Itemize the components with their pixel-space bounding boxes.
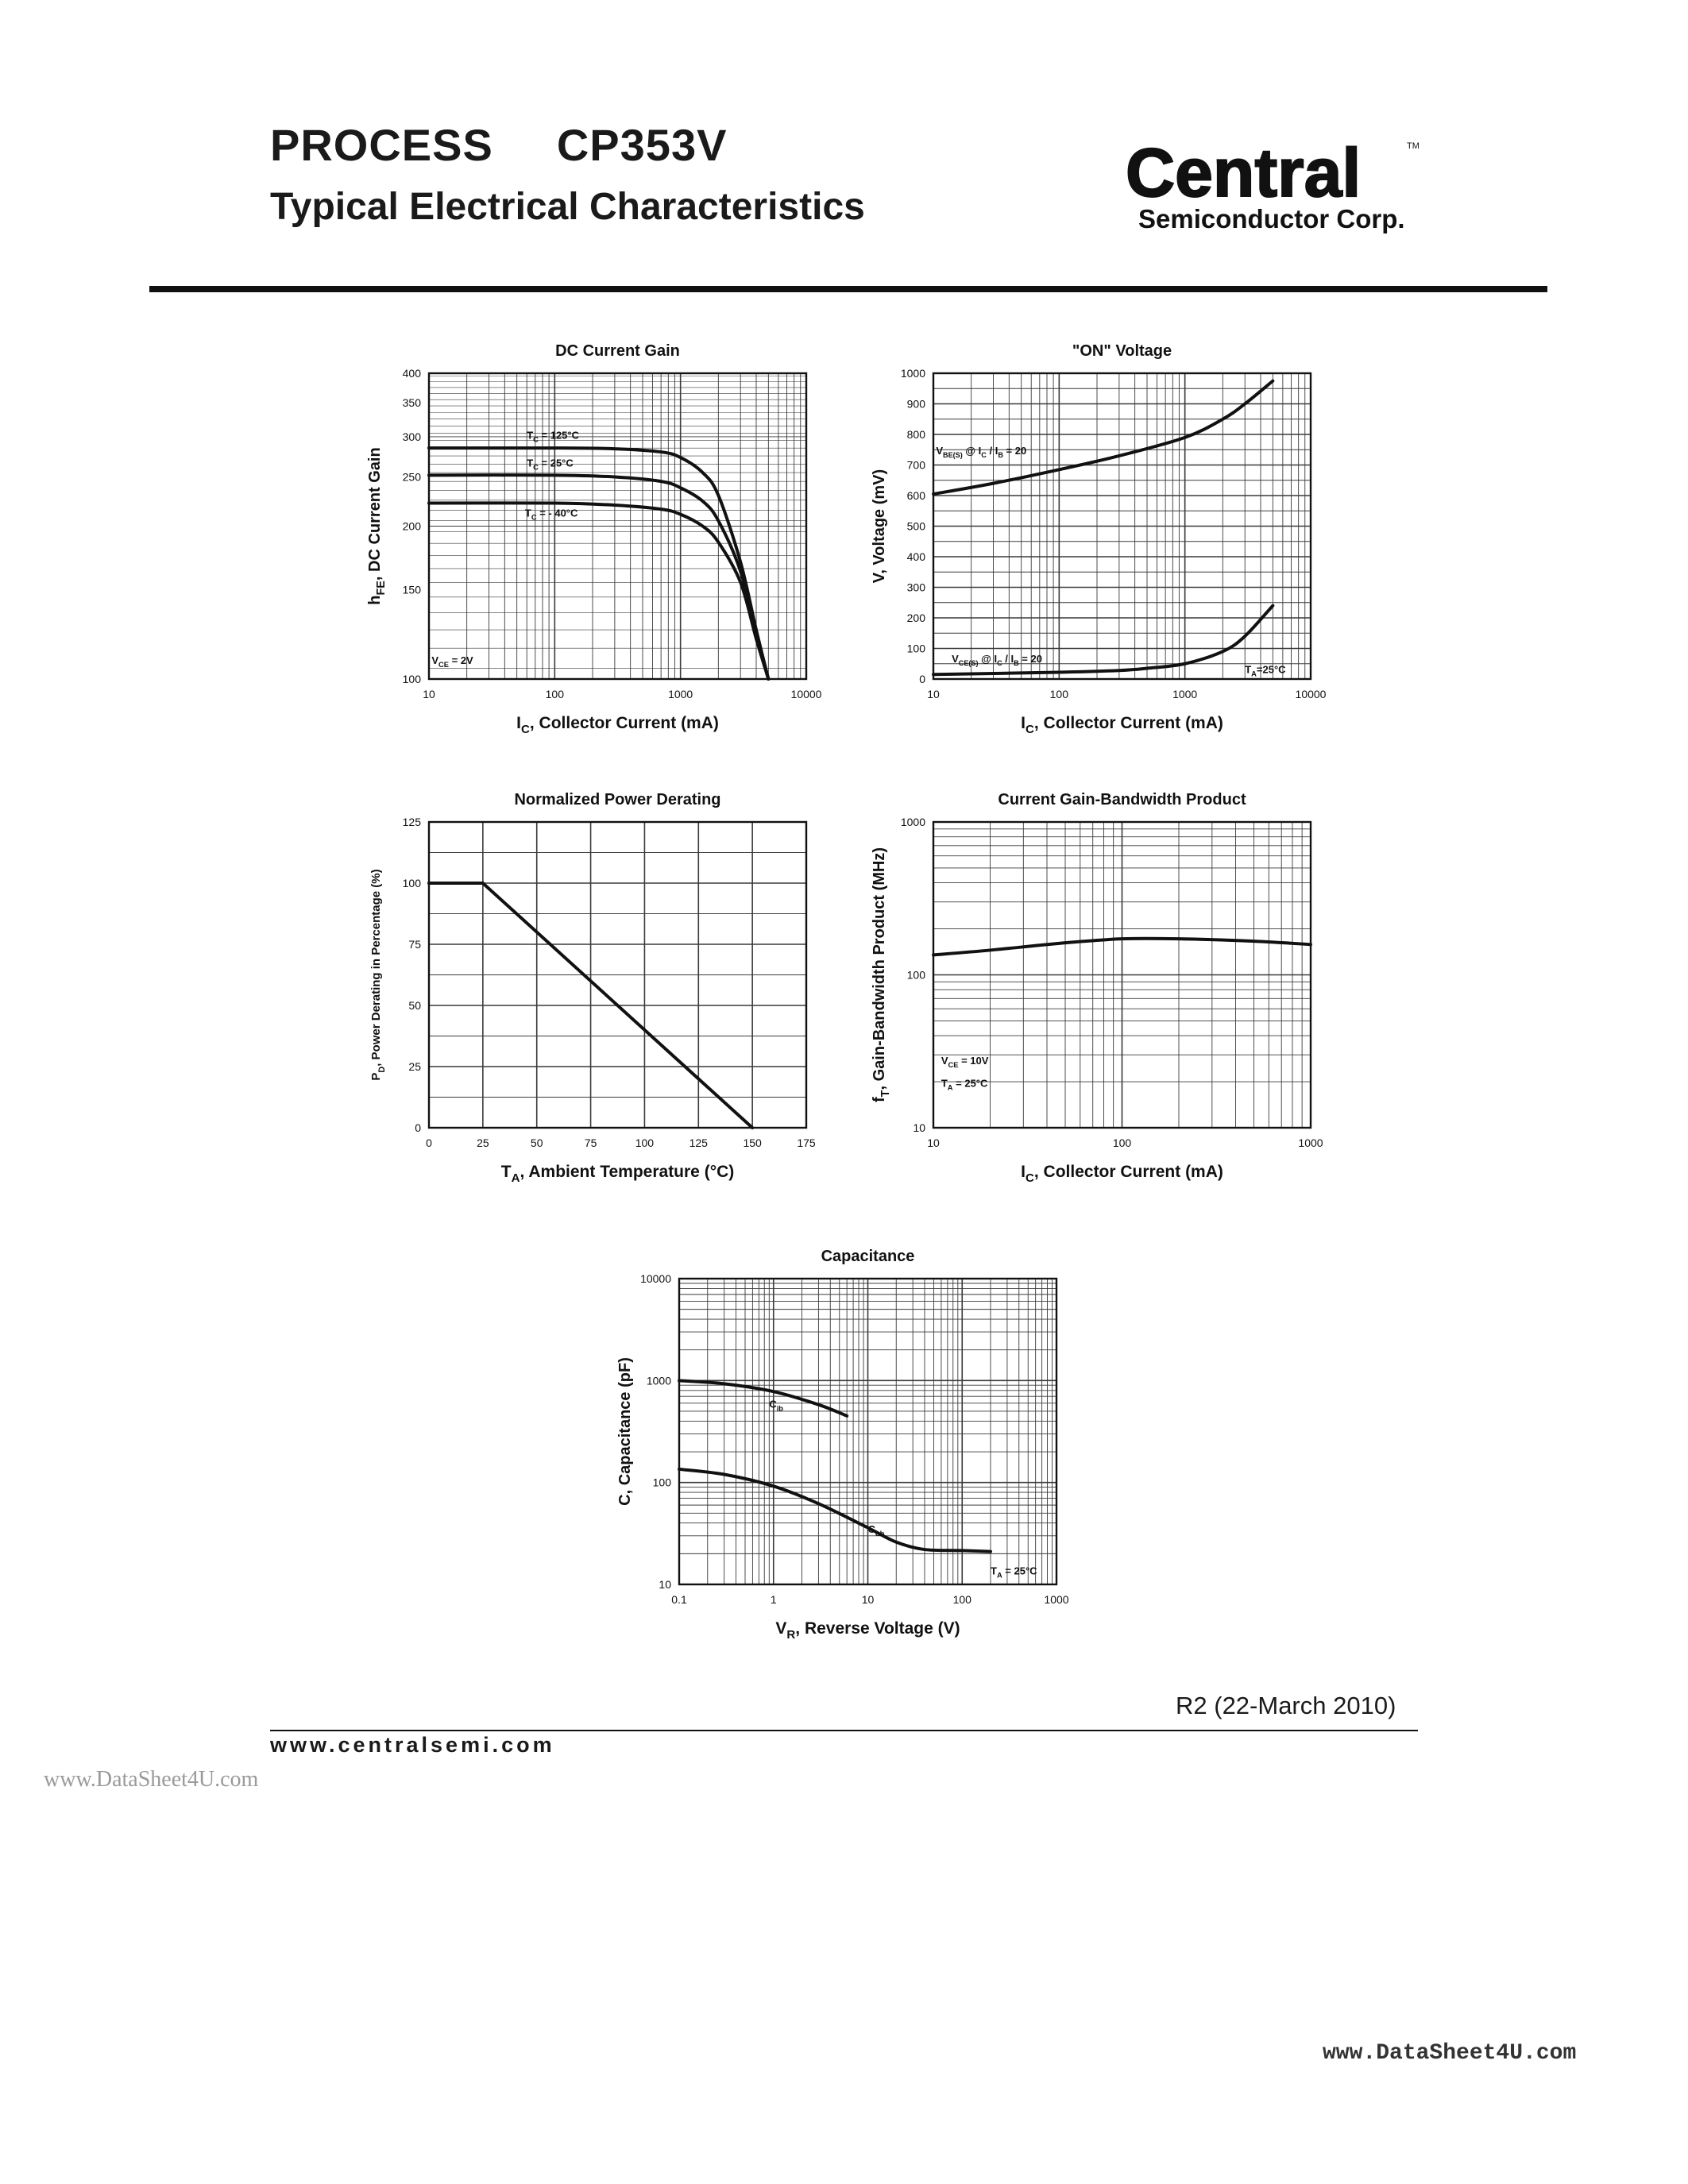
grid: [679, 1279, 1056, 1584]
series-label: $T_C = 25^\circ C$: [527, 457, 574, 472]
x-tick-label: 10: [927, 688, 940, 700]
y-tick-label: 100: [652, 1476, 671, 1489]
y-tick-label: 900: [906, 397, 925, 411]
grid: [933, 822, 1311, 1128]
y-tick-label: 10: [659, 1578, 671, 1591]
y-tick-label: 100: [402, 877, 421, 889]
grid: [429, 373, 806, 679]
x-tick-label: 0.1: [671, 1593, 687, 1606]
series-line-2: [429, 503, 768, 679]
revision-label: R2 (22-March 2010): [1176, 1692, 1396, 1719]
y-tick-label: 1000: [646, 1374, 671, 1387]
y-tick-label: 10000: [640, 1272, 671, 1285]
chart-capacitance: [604, 1235, 1088, 1660]
series-label: $V_{CE(S)}$ @ $I_C / I_B = 20$: [952, 652, 1042, 667]
x-tick-label: 100: [1049, 688, 1069, 700]
central-logo: [1124, 131, 1418, 238]
watermark-right: www.DataSheet4U.com: [1323, 2041, 1577, 2066]
y-tick-label: 0: [919, 673, 925, 685]
chart-power-derating: [350, 774, 838, 1203]
series-line-0: [429, 448, 768, 679]
chart-svg: [854, 782, 1342, 1203]
x-tick-label: 10: [927, 1136, 940, 1149]
chart-title: "ON" Voltage: [1072, 342, 1172, 360]
x-tick-label: 100: [545, 688, 565, 700]
chart-title: DC Current Gain: [555, 342, 680, 360]
annotation: $T_A=25^\circ C$: [1245, 663, 1286, 678]
y-tick-label: 250: [402, 470, 421, 484]
y-tick-label: 400: [402, 367, 421, 380]
x-tick-label: 50: [530, 1136, 543, 1149]
x-tick-label: 100: [952, 1593, 971, 1606]
y-tick-label: 800: [906, 428, 925, 441]
chart-title: Current Gain-Bandwidth Product: [998, 791, 1246, 808]
y-tick-label: 1000: [900, 816, 925, 828]
y-axis-label: $f_T$, Gain-Bandwidth Product (MHz): [871, 847, 892, 1102]
series-line-1: [679, 1469, 991, 1552]
y-axis-label: $P_D$, Power Derating in Percentage (%): [369, 869, 387, 1081]
series-label: $V_{BE(S)}$ @ $I_C / I_B = 20$: [936, 445, 1027, 460]
grid: [429, 822, 806, 1128]
x-tick-label: 100: [1112, 1136, 1132, 1149]
x-tick-label: 125: [689, 1136, 708, 1149]
y-tick-label: 100: [906, 642, 925, 655]
chart-svg: [604, 1235, 1088, 1660]
x-tick-label: 25: [477, 1136, 489, 1149]
y-tick-label: 400: [906, 550, 925, 563]
x-tick-label: 10: [861, 1593, 875, 1606]
x-tick-label: 175: [797, 1136, 816, 1149]
x-axis-label: $T_A$, Ambient Temperature (°C): [500, 1163, 735, 1185]
chart-gain-bandwidth: [854, 782, 1342, 1203]
logo-subtitle: Semiconductor Corp.: [1138, 204, 1405, 233]
page-subtitle: Typical Electrical Characteristics: [270, 186, 865, 228]
x-tick-label: 1000: [1298, 1136, 1323, 1149]
x-tick-label: 100: [635, 1136, 655, 1149]
annotation: $V_{CE} = 10V$: [941, 1055, 989, 1070]
y-tick-label: 600: [906, 489, 925, 502]
chart-svg: [350, 774, 838, 1203]
x-tick-label: 10000: [790, 688, 822, 700]
y-tick-label: 200: [402, 519, 421, 533]
y-tick-label: 75: [408, 938, 421, 951]
y-tick-label: 150: [402, 583, 421, 596]
y-tick-label: 100: [906, 968, 925, 982]
footer-rule: [270, 1730, 1418, 1731]
x-axis-label: $V_R$, Reverse Voltage (V): [775, 1619, 960, 1642]
annotation: $T_A = 25^\circ C$: [941, 1077, 988, 1092]
y-tick-label: 1000: [900, 367, 925, 380]
x-axis-label: $I_C$, Collector Current (mA): [1021, 1163, 1223, 1185]
x-tick-label: 75: [584, 1136, 597, 1149]
y-tick-label: 100: [402, 673, 421, 685]
series-line-0: [679, 1380, 847, 1416]
y-tick-label: 300: [906, 581, 925, 594]
y-tick-label: 350: [402, 396, 421, 410]
annotation: $V_{CE} = 2V$: [431, 654, 473, 669]
series-label: $C_{ob}$: [867, 1523, 885, 1538]
process-title: [270, 119, 865, 171]
chart-on-voltage: [854, 334, 1342, 754]
y-tick-label: 200: [906, 612, 925, 624]
series-line-0: [933, 381, 1273, 494]
grid: [933, 373, 1311, 679]
y-tick-label: 125: [402, 816, 421, 828]
chart-title: Capacitance: [821, 1248, 915, 1265]
header: [270, 119, 865, 229]
y-tick-label: 50: [408, 999, 421, 1012]
x-axis-label: $I_C$, Collector Current (mA): [1021, 714, 1223, 736]
y-tick-label: 10: [913, 1121, 925, 1134]
website-link[interactable]: www.centralsemi.com: [270, 1733, 555, 1757]
y-tick-label: 0: [415, 1121, 421, 1134]
x-tick-label: 1000: [668, 688, 693, 700]
y-tick-label: 300: [402, 430, 421, 443]
y-axis-label: $h_{FE}$, DC Current Gain: [366, 447, 388, 605]
series-label: $C_{ib}$: [769, 1398, 784, 1413]
chart-svg: [854, 334, 1342, 754]
x-tick-label: 1: [770, 1593, 777, 1606]
y-tick-label: 25: [408, 1060, 421, 1073]
y-tick-label: 500: [906, 519, 925, 533]
x-tick-label: 10: [423, 688, 435, 700]
y-axis-label: V, Voltage (mV): [871, 469, 888, 584]
logo-wordmark: Central: [1126, 135, 1362, 211]
x-tick-label: 150: [743, 1136, 762, 1149]
header-rule: [149, 286, 1547, 292]
chart-dc-current-gain: [350, 334, 838, 754]
process-label: PROCESS: [270, 120, 493, 170]
x-tick-label: 1000: [1172, 688, 1198, 700]
x-tick-label: 1000: [1044, 1593, 1069, 1606]
y-tick-label: 700: [906, 458, 925, 472]
watermark-left: www.DataSheet4U.com: [44, 1767, 259, 1792]
series-label: $T_C = 125^\circ C$: [527, 429, 580, 444]
chart-svg: [350, 334, 838, 754]
y-axis-label: C, Capacitance (pF): [616, 1357, 634, 1506]
annotation: $T_A = 25^\circ C$: [990, 1565, 1037, 1580]
x-axis-label: $I_C$, Collector Current (mA): [516, 714, 719, 736]
part-number: CP353V: [556, 120, 728, 170]
series-label: $T_C$ = - 40°C: [524, 507, 578, 522]
logo-tm: TM: [1407, 141, 1420, 151]
x-tick-label: 0: [426, 1136, 432, 1149]
x-tick-label: 10000: [1295, 688, 1327, 700]
chart-title: Normalized Power Derating: [514, 791, 721, 808]
